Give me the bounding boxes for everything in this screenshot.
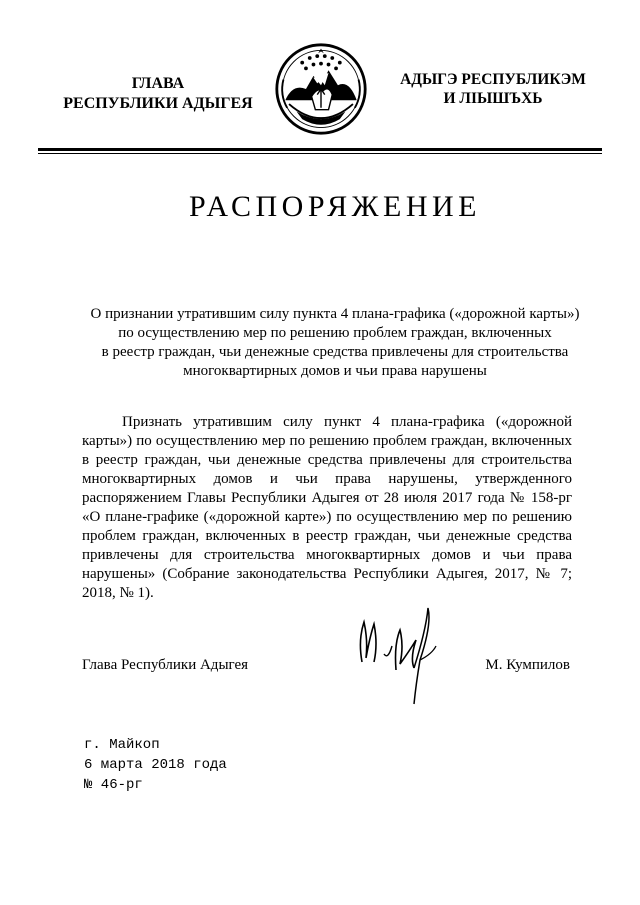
footer-number: № 46-рг: [84, 777, 143, 793]
document-body: Признать утратившим силу пункт 4 плана-графика («дорожной карты») по осуществлению мер по решению проблем граждан, включенных в реестр граждан, чьи денежные средства привлечены для строительства многоквартирных домов и чьи права нарушены, утвержденного распоряжением Главы Республики Адыгея от 28 июля 2017 года № 158-рг «О плане-графике («дорожной карте») по осуществлению мер по решению проблем граждан, включенных в реестр граждан, чьи денежные средства привлечены для строительства многоквартирных домов и чьи права нарушены» (Собрание законодательства Республики Адыгея, 2017, № 7; 2018, № 1).: [82, 414, 572, 601]
header-left: [40, 74, 276, 114]
signatory-name: М. Кумпилов: [485, 657, 570, 673]
header-right-line1: АДЫГЭ РЕСПУБЛИКЭМ: [400, 71, 586, 88]
header-right-line2: И ЛІЫШЪХЬ: [443, 90, 543, 107]
header-right: [380, 70, 606, 108]
document-footer: [84, 735, 227, 795]
signatory-position: Глава Республики Адыгея: [82, 657, 249, 673]
document-subject: [70, 305, 600, 381]
header-divider-thin: [38, 153, 602, 154]
document-title: РАСПОРЯЖЕНИЕ: [188, 190, 482, 223]
footer-city: г. Майкоп: [84, 737, 160, 753]
subject-line: многоквартирных домов и чьи права нарушены: [183, 363, 487, 379]
header-divider-thick: [38, 148, 602, 151]
header-left-line1: ГЛАВА: [131, 75, 185, 92]
coat-of-arms-emblem-icon: [274, 42, 368, 136]
subject-line: О признании утратившим силу пункта 4 плана-графика («дорожной карты»): [90, 306, 580, 322]
subject-line: по осуществлению мер по решению проблем граждан, включенных: [118, 325, 552, 341]
footer-date: 6 марта 2018 года: [84, 757, 227, 773]
subject-line: в реестр граждан, чьи денежные средства привлечены для строительства: [101, 344, 569, 360]
header-left-line2: РЕСПУБЛИКИ АДЫГЕЯ: [63, 95, 253, 112]
handwritten-signature-icon: [344, 600, 454, 710]
